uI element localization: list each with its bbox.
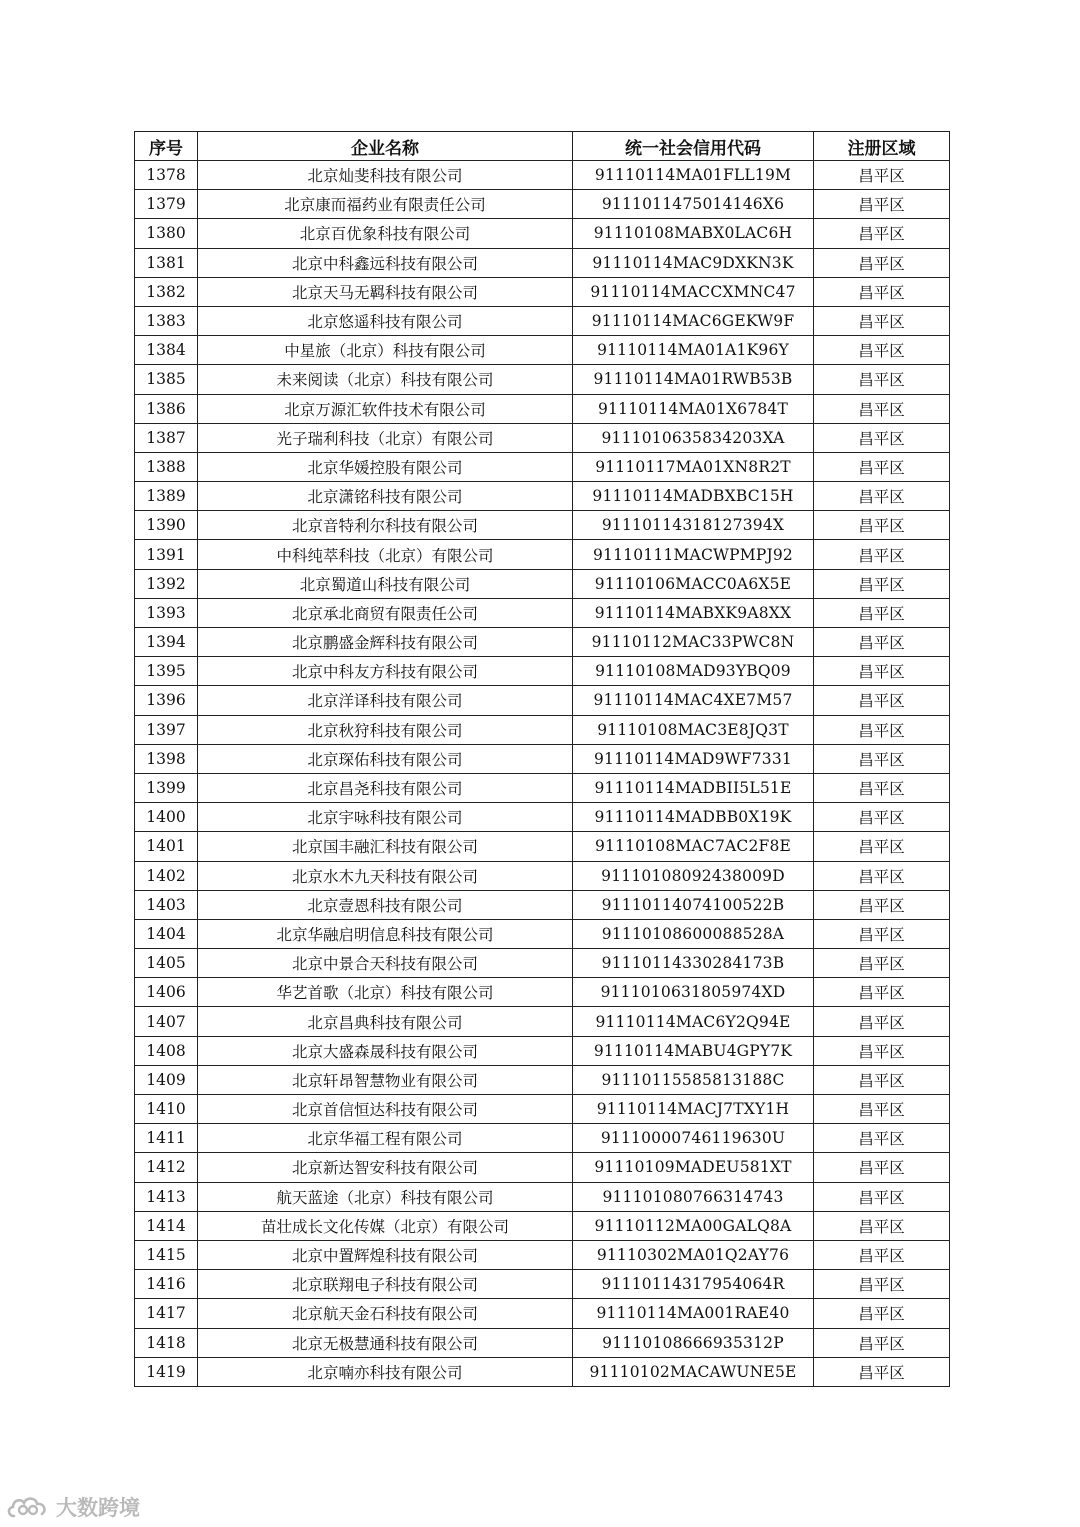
row-region: 昌平区	[814, 1211, 950, 1240]
row-seq: 1385	[135, 365, 198, 394]
row-credit-code: 91110115585813188C	[573, 1065, 814, 1094]
row-company-name: 航天蓝途（北京）科技有限公司	[198, 1182, 573, 1211]
row-seq: 1402	[135, 861, 198, 890]
row-seq: 1380	[135, 219, 198, 248]
table-row	[135, 1328, 950, 1357]
row-seq: 1416	[135, 1270, 198, 1299]
row-credit-code: 91110117MA01XN8R2T	[573, 452, 814, 481]
row-seq: 1412	[135, 1153, 198, 1182]
row-company-name: 北京鹏盛金辉科技有限公司	[198, 628, 573, 657]
row-credit-code: 91110114MA01A1K96Y	[573, 336, 814, 365]
row-credit-code: 91110114MADBXBC15H	[573, 482, 814, 511]
row-company-name: 北京中科友方科技有限公司	[198, 657, 573, 686]
table-row	[135, 1124, 950, 1153]
row-seq: 1383	[135, 306, 198, 335]
row-seq: 1393	[135, 598, 198, 627]
table-row	[135, 744, 950, 773]
row-credit-code: 91110114MAC6GEKW9F	[573, 306, 814, 335]
row-region: 昌平区	[814, 715, 950, 744]
table-row	[135, 540, 950, 569]
row-region: 昌平区	[814, 482, 950, 511]
header-credit-code: 统一社会信用代码	[573, 132, 814, 161]
row-company-name: 北京秋狩科技有限公司	[198, 715, 573, 744]
row-region: 昌平区	[814, 1065, 950, 1094]
row-company-name: 北京宇咏科技有限公司	[198, 803, 573, 832]
row-seq: 1414	[135, 1211, 198, 1240]
row-credit-code: 9111010635834203XA	[573, 423, 814, 452]
row-credit-code: 911101080766314743	[573, 1182, 814, 1211]
row-credit-code: 91110108MAC3E8JQ3T	[573, 715, 814, 744]
table-header-row	[135, 132, 950, 161]
row-company-name: 北京华融启明信息科技有限公司	[198, 919, 573, 948]
table-row	[135, 978, 950, 1007]
row-company-name: 北京中置辉煌科技有限公司	[198, 1240, 573, 1269]
table-row	[135, 803, 950, 832]
row-seq: 1396	[135, 686, 198, 715]
row-region: 昌平区	[814, 919, 950, 948]
row-credit-code: 91110000746119630U	[573, 1124, 814, 1153]
row-credit-code: 91110106MACC0A6X5E	[573, 569, 814, 598]
row-region: 昌平区	[814, 452, 950, 481]
row-seq: 1415	[135, 1240, 198, 1269]
table-row	[135, 1240, 950, 1269]
table-row	[135, 190, 950, 219]
row-company-name: 北京中科鑫远科技有限公司	[198, 248, 573, 277]
row-company-name: 北京水木九天科技有限公司	[198, 861, 573, 890]
row-region: 昌平区	[814, 598, 950, 627]
row-seq: 1382	[135, 277, 198, 306]
row-seq: 1405	[135, 949, 198, 978]
table-body	[135, 161, 950, 1387]
row-seq: 1406	[135, 978, 198, 1007]
row-region: 昌平区	[814, 1182, 950, 1211]
row-region: 昌平区	[814, 686, 950, 715]
row-company-name: 光子瑞利科技（北京）有限公司	[198, 423, 573, 452]
row-region: 昌平区	[814, 1007, 950, 1036]
row-seq: 1419	[135, 1357, 198, 1386]
row-credit-code: 91110114MAC4XE7M57	[573, 686, 814, 715]
table-row	[135, 1036, 950, 1065]
row-seq: 1389	[135, 482, 198, 511]
row-company-name: 北京壹恩科技有限公司	[198, 890, 573, 919]
row-seq: 1411	[135, 1124, 198, 1153]
row-credit-code: 91110114MADBB0X19K	[573, 803, 814, 832]
row-seq: 1395	[135, 657, 198, 686]
row-credit-code: 91110114MABU4GPY7K	[573, 1036, 814, 1065]
table-row	[135, 569, 950, 598]
row-company-name: 北京航天金石科技有限公司	[198, 1299, 573, 1328]
row-credit-code: 91110114MABXK9A8XX	[573, 598, 814, 627]
row-region: 昌平区	[814, 1299, 950, 1328]
table-row	[135, 861, 950, 890]
row-seq: 1398	[135, 744, 198, 773]
row-company-name: 北京昌尧科技有限公司	[198, 773, 573, 802]
table-row	[135, 657, 950, 686]
header-region: 注册区域	[814, 132, 950, 161]
row-region: 昌平区	[814, 744, 950, 773]
row-company-name: 北京百优象科技有限公司	[198, 219, 573, 248]
row-region: 昌平区	[814, 540, 950, 569]
row-company-name: 北京大盛森晟科技有限公司	[198, 1036, 573, 1065]
row-company-name: 北京华媛控股有限公司	[198, 452, 573, 481]
row-company-name: 北京悠遥科技有限公司	[198, 306, 573, 335]
row-region: 昌平区	[814, 657, 950, 686]
row-credit-code: 91110108MAC7AC2F8E	[573, 832, 814, 861]
row-region: 昌平区	[814, 1357, 950, 1386]
row-company-name: 北京轩昂智慧物业有限公司	[198, 1065, 573, 1094]
row-company-name: 北京喃亦科技有限公司	[198, 1357, 573, 1386]
row-region: 昌平区	[814, 832, 950, 861]
row-region: 昌平区	[814, 423, 950, 452]
row-company-name: 华艺首歌（北京）科技有限公司	[198, 978, 573, 1007]
row-seq: 1404	[135, 919, 198, 948]
row-credit-code: 91110114MACJ7TXY1H	[573, 1095, 814, 1124]
table-row	[135, 715, 950, 744]
row-company-name: 北京首信恒达科技有限公司	[198, 1095, 573, 1124]
row-credit-code: 91110108600088528A	[573, 919, 814, 948]
row-seq: 1403	[135, 890, 198, 919]
row-credit-code: 91110114MA01RWB53B	[573, 365, 814, 394]
row-company-name: 北京洋译科技有限公司	[198, 686, 573, 715]
row-region: 昌平区	[814, 628, 950, 657]
row-credit-code: 91110114317954064R	[573, 1270, 814, 1299]
row-seq: 1386	[135, 394, 198, 423]
row-credit-code: 91110114MAC6Y2Q94E	[573, 1007, 814, 1036]
row-credit-code: 91110111MACWPMPJ92	[573, 540, 814, 569]
row-credit-code: 91110114MAC9DXKN3K	[573, 248, 814, 277]
row-company-name: 北京灿斐科技有限公司	[198, 161, 573, 190]
row-company-name: 中星旅（北京）科技有限公司	[198, 336, 573, 365]
company-table	[134, 131, 950, 1387]
row-region: 昌平区	[814, 248, 950, 277]
row-credit-code: 91110112MA00GALQ8A	[573, 1211, 814, 1240]
row-credit-code: 91110108MAD93YBQ09	[573, 657, 814, 686]
row-company-name: 北京中景合天科技有限公司	[198, 949, 573, 978]
row-credit-code: 91110114MACCXMNC47	[573, 277, 814, 306]
table-row	[135, 423, 950, 452]
row-seq: 1381	[135, 248, 198, 277]
row-credit-code: 91110108092438009D	[573, 861, 814, 890]
row-region: 昌平区	[814, 306, 950, 335]
header-seq: 序号	[135, 132, 198, 161]
row-region: 昌平区	[814, 511, 950, 540]
row-seq: 1397	[135, 715, 198, 744]
row-company-name: 北京康而福药业有限责任公司	[198, 190, 573, 219]
row-credit-code: 91110114MAD9WF7331	[573, 744, 814, 773]
row-credit-code: 91110102MACAWUNE5E	[573, 1357, 814, 1386]
watermark-text: 大数跨境	[56, 1496, 140, 1520]
table-row	[135, 1211, 950, 1240]
row-company-name: 苗壮成长文化传媒（北京）有限公司	[198, 1211, 573, 1240]
table-row	[135, 1095, 950, 1124]
row-company-name: 北京万源汇软件技术有限公司	[198, 394, 573, 423]
row-credit-code: 91110114MADBII5L51E	[573, 773, 814, 802]
row-seq: 1394	[135, 628, 198, 657]
row-region: 昌平区	[814, 394, 950, 423]
row-seq: 1379	[135, 190, 198, 219]
table-row	[135, 949, 950, 978]
row-seq: 1400	[135, 803, 198, 832]
row-seq: 1390	[135, 511, 198, 540]
row-credit-code: 91110114MA001RAE40	[573, 1299, 814, 1328]
row-company-name: 北京音特利尔科技有限公司	[198, 511, 573, 540]
row-seq: 1407	[135, 1007, 198, 1036]
table-row	[135, 482, 950, 511]
table-row	[135, 306, 950, 335]
table-row	[135, 365, 950, 394]
row-credit-code: 91110114318127394X	[573, 511, 814, 540]
row-region: 昌平区	[814, 1240, 950, 1269]
table-row	[135, 1182, 950, 1211]
row-seq: 1384	[135, 336, 198, 365]
row-region: 昌平区	[814, 569, 950, 598]
row-company-name: 北京潇铭科技有限公司	[198, 482, 573, 511]
table-row	[135, 1153, 950, 1182]
row-seq: 1391	[135, 540, 198, 569]
row-company-name: 北京昌典科技有限公司	[198, 1007, 573, 1036]
row-seq: 1418	[135, 1328, 198, 1357]
row-region: 昌平区	[814, 336, 950, 365]
row-credit-code: 91110302MA01Q2AY76	[573, 1240, 814, 1269]
table-row	[135, 832, 950, 861]
table-row	[135, 1299, 950, 1328]
row-seq: 1399	[135, 773, 198, 802]
row-region: 昌平区	[814, 1328, 950, 1357]
row-region: 昌平区	[814, 1095, 950, 1124]
row-region: 昌平区	[814, 1036, 950, 1065]
table-row	[135, 394, 950, 423]
table-row	[135, 773, 950, 802]
row-company-name: 北京国丰融汇科技有限公司	[198, 832, 573, 861]
row-seq: 1388	[135, 452, 198, 481]
row-region: 昌平区	[814, 219, 950, 248]
row-company-name: 北京联翔电子科技有限公司	[198, 1270, 573, 1299]
table-row	[135, 452, 950, 481]
row-company-name: 北京蜀道山科技有限公司	[198, 569, 573, 598]
row-seq: 1409	[135, 1065, 198, 1094]
row-seq: 1378	[135, 161, 198, 190]
table-row	[135, 686, 950, 715]
row-credit-code: 9111010631805974XD	[573, 978, 814, 1007]
row-region: 昌平区	[814, 161, 950, 190]
table-row	[135, 598, 950, 627]
row-region: 昌平区	[814, 773, 950, 802]
row-region: 昌平区	[814, 978, 950, 1007]
row-region: 昌平区	[814, 277, 950, 306]
table-row	[135, 890, 950, 919]
row-region: 昌平区	[814, 861, 950, 890]
table-row	[135, 1065, 950, 1094]
row-region: 昌平区	[814, 890, 950, 919]
row-credit-code: 91110114MA01X6784T	[573, 394, 814, 423]
row-region: 昌平区	[814, 949, 950, 978]
row-credit-code: 91110108666935312P	[573, 1328, 814, 1357]
row-region: 昌平区	[814, 1124, 950, 1153]
row-credit-code: 9111011475014146X6	[573, 190, 814, 219]
row-region: 昌平区	[814, 1270, 950, 1299]
row-seq: 1401	[135, 832, 198, 861]
row-credit-code: 91110108MABX0LAC6H	[573, 219, 814, 248]
row-credit-code: 91110114330284173B	[573, 949, 814, 978]
header-company-name: 企业名称	[198, 132, 573, 161]
row-seq: 1413	[135, 1182, 198, 1211]
row-company-name: 北京新达智安科技有限公司	[198, 1153, 573, 1182]
row-credit-code: 91110114074100522B	[573, 890, 814, 919]
table-row	[135, 161, 950, 190]
row-credit-code: 91110109MADEU581XT	[573, 1153, 814, 1182]
cloud-logo-icon	[6, 1494, 50, 1520]
table-row	[135, 1270, 950, 1299]
watermark	[6, 1490, 140, 1524]
row-region: 昌平区	[814, 803, 950, 832]
row-region: 昌平区	[814, 365, 950, 394]
row-region: 昌平区	[814, 1153, 950, 1182]
row-company-name: 未来阅读（北京）科技有限公司	[198, 365, 573, 394]
row-seq: 1392	[135, 569, 198, 598]
row-company-name: 北京天马无羁科技有限公司	[198, 277, 573, 306]
row-credit-code: 91110114MA01FLL19M	[573, 161, 814, 190]
table-row	[135, 248, 950, 277]
row-company-name: 北京无极慧通科技有限公司	[198, 1328, 573, 1357]
table-row	[135, 511, 950, 540]
row-seq: 1417	[135, 1299, 198, 1328]
row-company-name: 北京承北商贸有限责任公司	[198, 598, 573, 627]
row-company-name: 北京琛佑科技有限公司	[198, 744, 573, 773]
row-seq: 1387	[135, 423, 198, 452]
row-seq: 1410	[135, 1095, 198, 1124]
table-row	[135, 1357, 950, 1386]
row-credit-code: 91110112MAC33PWC8N	[573, 628, 814, 657]
table-row	[135, 1007, 950, 1036]
table-row	[135, 336, 950, 365]
table-row	[135, 219, 950, 248]
table-row	[135, 628, 950, 657]
table-row	[135, 277, 950, 306]
row-region: 昌平区	[814, 190, 950, 219]
row-company-name: 北京华福工程有限公司	[198, 1124, 573, 1153]
row-company-name: 中科纯萃科技（北京）有限公司	[198, 540, 573, 569]
row-seq: 1408	[135, 1036, 198, 1065]
table-row	[135, 919, 950, 948]
